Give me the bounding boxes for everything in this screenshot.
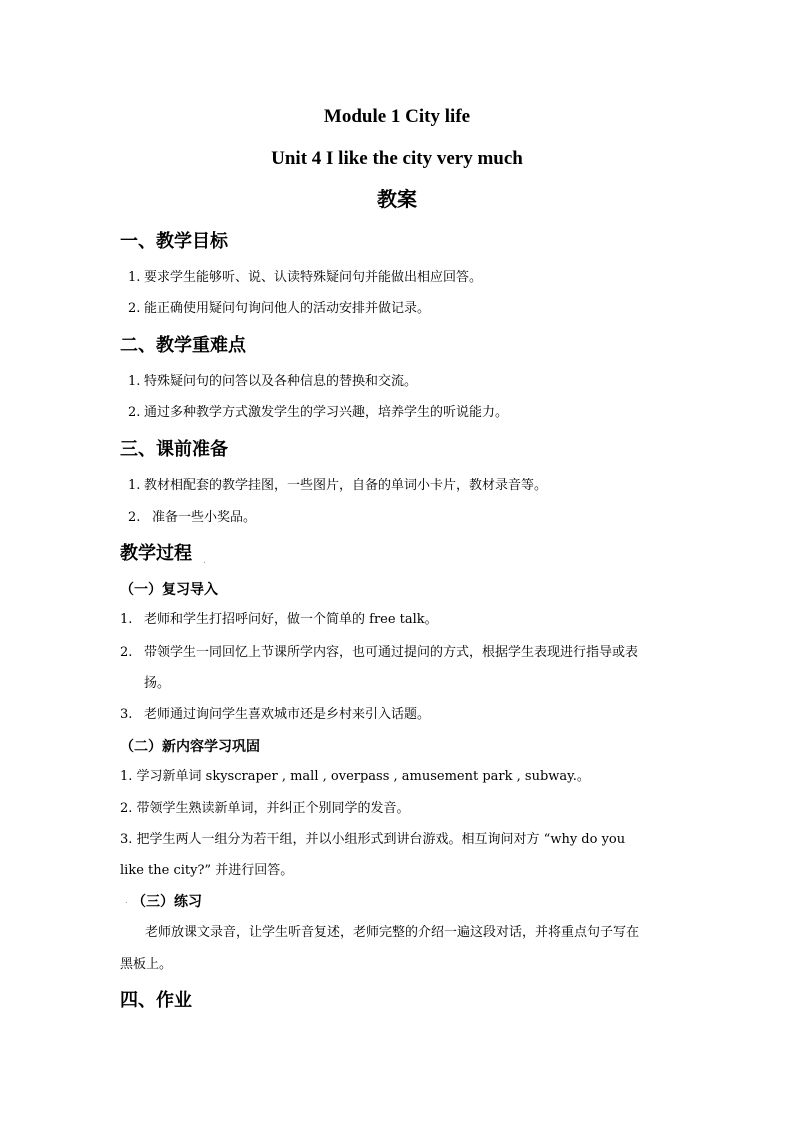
list-item-number: 2. xyxy=(128,405,141,420)
list-item-number: 2. xyxy=(120,645,133,660)
paragraph-line: 黑板上。 xyxy=(120,957,173,972)
list-item-text: 带领学生一同回忆上节课所学内容，也可通过提问的方式，根据学生表现进行指导或表 xyxy=(144,645,639,660)
list-item-continuation: 扬。 xyxy=(144,676,171,691)
list-item-text: 老师通过询问学生喜欢城市还是乡村来引入话题。 xyxy=(144,707,431,722)
module-title: Module 1 City life xyxy=(323,106,471,127)
list-item-number: 2. xyxy=(128,510,141,525)
doc-type-title: 教案 xyxy=(377,189,417,211)
list-item: 2. 带领学生熟读新单词，并纠正个别同学的发音。 xyxy=(120,801,410,816)
list-item-text: 老师和学生打招呼问好，做一个简单的 free talk。 xyxy=(144,612,438,627)
decorative-dot: . xyxy=(125,896,128,906)
list-item-number: 3. xyxy=(120,707,133,722)
subsection-heading-new-content: （二）新内容学习巩固 xyxy=(120,739,260,755)
list-item-number: 1. xyxy=(128,478,141,493)
section-heading-key-points: 二、教学重难点 xyxy=(120,335,246,356)
section-heading-preparation: 三、课前准备 xyxy=(120,439,228,460)
list-item: 3. 把学生两人一组分为若干组，并以小组形式到讲台游戏。相互询问对方 “why do you xyxy=(120,832,626,847)
list-item-text: 教材相配套的教学挂图，一些图片，自备的单词小卡片，教材录音等。 xyxy=(144,478,548,493)
list-item: 1. 学习新单词 skyscraper , mall , overpass , amusement park , subway.。 xyxy=(120,769,590,784)
unit-title: Unit 4 I like the city very much xyxy=(271,148,523,169)
section-heading-homework: 四、作业 xyxy=(120,990,192,1011)
section-heading-process: 教学过程 xyxy=(120,543,192,564)
list-item-text: 特殊疑问句的问答以及各种信息的替换和交流。 xyxy=(144,374,418,389)
list-item-number: 2. xyxy=(128,301,141,316)
subsection-heading-review: （一）复习导入 xyxy=(120,582,218,598)
subsection-heading-practice: （三）练习 xyxy=(132,894,202,910)
list-item-text: 通过多种教学方式激发学生的学习兴趣，培养学生的听说能力。 xyxy=(144,405,509,420)
list-item-number: 1. xyxy=(128,270,141,285)
list-item-text: 能正确使用疑问句询问他人的活动安排并做记录。 xyxy=(144,301,431,316)
list-item-continuation: like the city?” 并进行回答。 xyxy=(120,863,294,878)
section-heading-objectives: 一、教学目标 xyxy=(120,231,228,252)
decorative-dot: . xyxy=(203,556,206,566)
list-item-text: 要求学生能够听、说、认读特殊疑问句并能做出相应回答。 xyxy=(144,270,483,285)
list-item-number: 1. xyxy=(128,374,141,389)
list-item-text: 准备一些小奖品。 xyxy=(152,510,257,525)
paragraph-line: 老师放课文录音，让学生听音复述，老师完整的介绍一遍这段对话，并将重点句子写在 xyxy=(145,925,640,940)
list-item-number: 1. xyxy=(120,612,133,627)
